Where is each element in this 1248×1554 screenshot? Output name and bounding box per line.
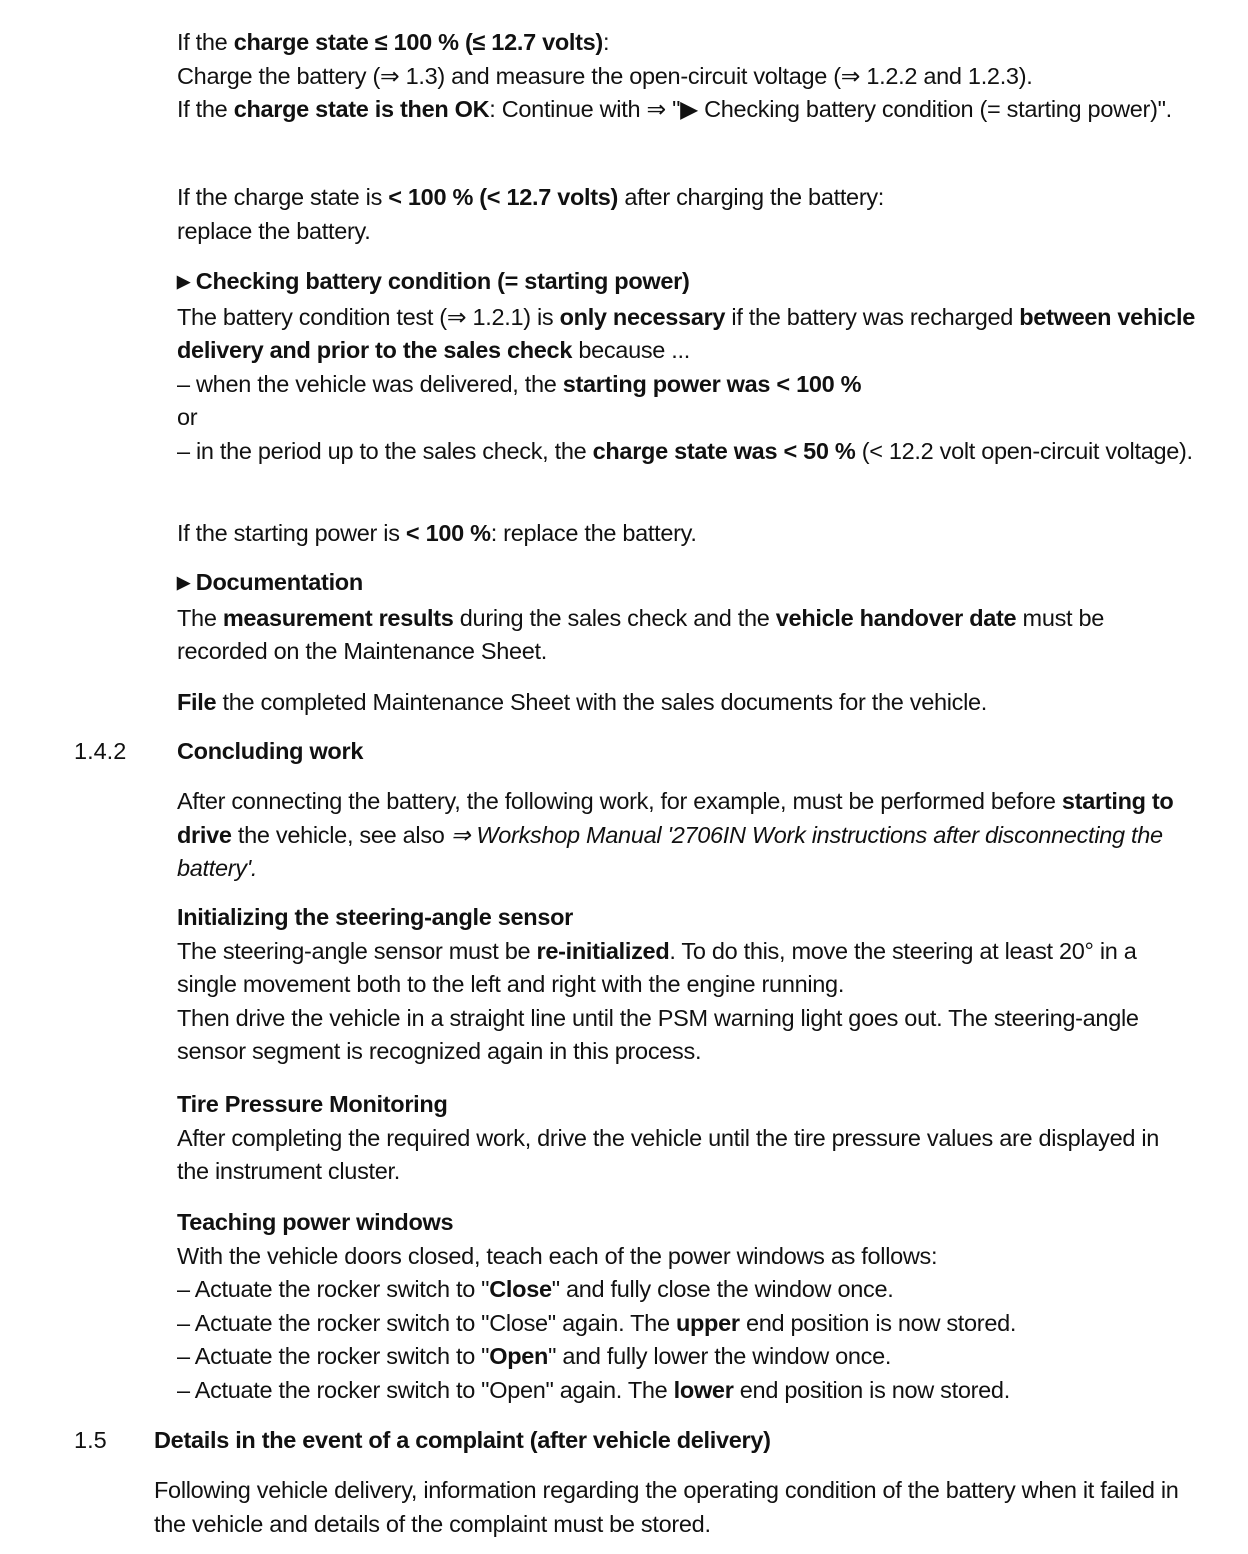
bold-text: starting to drive: [177, 788, 1174, 848]
bold-text: charge state is then OK: [233, 96, 490, 122]
list-item: [177, 1273, 1197, 1307]
text: if the battery was recharged: [725, 303, 1020, 330]
complaint-paragraph: [154, 1474, 1194, 1541]
bold-text: Close: [489, 1276, 552, 1302]
text: Following vehicle delivery, information regarding the operating condition of the battery when it failed in the vehicle and details of the complaint must be stored.: [154, 1477, 1179, 1537]
text: because ...: [572, 337, 690, 363]
text: – Actuate the rocker switch to "Close" again. The: [177, 1309, 676, 1336]
text: : Continue with ⇒ "▶ Checking battery condition (= starting power)".: [489, 96, 1172, 122]
bold-text: File: [177, 689, 217, 715]
subsection-heading: Teaching power windows: [177, 1209, 454, 1235]
file-paragraph: [177, 686, 1197, 720]
text: end position is now stored.: [733, 1376, 1010, 1403]
text: If the starting power is: [177, 520, 406, 546]
text: : replace the battery.: [490, 520, 697, 546]
after-charging-paragraph: [177, 181, 1197, 248]
text: (< 12.2 volt open-circuit voltage).: [855, 437, 1193, 464]
text: . To do this, move the steering at least 20° in a single movement both to the left and right with the engine running.: [177, 937, 1137, 997]
text: If the charge state is: [177, 184, 389, 210]
steering-angle-section: [177, 901, 1197, 1069]
text: – Actuate the rocker switch to ": [177, 1276, 490, 1302]
text: – when the vehicle was delivered, the: [177, 370, 563, 397]
bold-text: < 100 %: [405, 520, 491, 546]
section-heading: Documentation: [195, 569, 363, 595]
triangle-bullet-icon: ▶: [177, 272, 190, 291]
text: after charging the battery:: [618, 184, 885, 210]
text: – in the period up to the sales check, the: [177, 437, 593, 464]
text: If the: [177, 29, 234, 55]
bold-text: lower: [673, 1376, 734, 1403]
bold-text: upper: [675, 1309, 740, 1336]
bold-text: < 100 % (< 12.7 volts): [388, 184, 619, 210]
text: The battery condition test (⇒ 1.2.1) is: [177, 303, 560, 330]
subsection-heading: Initializing the steering-angle sensor: [177, 904, 574, 930]
workshop-manual-reference: ⇒ Workshop Manual '2706IN Work instructions after disconnecting the battery'.: [177, 821, 1163, 881]
text: The steering-angle sensor must be: [177, 937, 537, 964]
text: If the: [177, 96, 234, 122]
section-title: Details in the event of a complaint (after vehicle delivery): [154, 1427, 771, 1453]
section-heading: Checking battery condition (= starting power): [195, 268, 690, 294]
text: " and fully lower the window once.: [548, 1343, 892, 1369]
text: must be recorded on the Maintenance Sheet.: [177, 604, 1105, 664]
bold-text: charge state ≤ 100 % (≤ 12.7 volts): [233, 29, 603, 55]
text: The: [177, 604, 223, 631]
list-item: [177, 1374, 1197, 1408]
triangle-bullet-icon: ▶: [177, 573, 190, 592]
bold-text: starting power was < 100 %: [562, 370, 862, 397]
documentation-section: [177, 566, 1197, 669]
concluding-work-paragraph: [177, 785, 1197, 886]
bold-text: charge state was < 50 %: [592, 437, 856, 464]
text: After connecting the battery, the following work, for example, must be performed before: [177, 788, 1062, 814]
list-item: [177, 1307, 1197, 1341]
text: or: [177, 404, 198, 430]
power-windows-section: [177, 1206, 1197, 1407]
text: during the sales check and the: [453, 604, 776, 631]
text: the vehicle, see also: [231, 821, 451, 848]
subsection-heading: Tire Pressure Monitoring: [177, 1091, 448, 1117]
bold-text: re-initialized: [536, 937, 670, 964]
charge-state-paragraph: [177, 26, 1197, 127]
text: Charge the battery (⇒ 1.3) and measure the open-circuit voltage (⇒ 1.2.2 and 1.2.3).: [177, 62, 1033, 89]
starting-power-paragraph: [177, 517, 1197, 551]
bold-text: between vehicle delivery and prior to the sales check: [177, 303, 1195, 363]
section-title: Concluding work: [177, 738, 364, 764]
section-number: 1.5: [74, 1427, 107, 1453]
text: With the vehicle doors closed, teach each of the power windows as follows:: [177, 1242, 938, 1269]
bold-text: measurement results: [222, 604, 454, 631]
text: replace the battery.: [177, 217, 371, 244]
list-item: [177, 1340, 1197, 1374]
text: – Actuate the rocker switch to ": [177, 1343, 490, 1369]
text: – Actuate the rocker switch to "Open" again. The: [177, 1376, 674, 1403]
text: end position is now stored.: [739, 1309, 1017, 1336]
bold-text: vehicle handover date: [775, 604, 1017, 631]
text: the completed Maintenance Sheet with the sales documents for the vehicle.: [216, 689, 988, 715]
battery-condition-section: [177, 265, 1197, 468]
section-number: 1.4.2: [74, 738, 127, 764]
text: Then drive the vehicle in a straight line until the PSM warning light goes out. The steering-angle sensor segment is recognized again in this process.: [177, 1004, 1139, 1064]
text: :: [602, 29, 610, 55]
text: After completing the required work, drive the vehicle until the tire pressure values are displayed in the instrument cluster.: [177, 1124, 1160, 1184]
bold-text: only necessary: [559, 303, 726, 330]
text: " and fully close the window once.: [551, 1276, 894, 1302]
bold-text: Open: [489, 1343, 549, 1369]
tire-pressure-section: [177, 1088, 1197, 1189]
